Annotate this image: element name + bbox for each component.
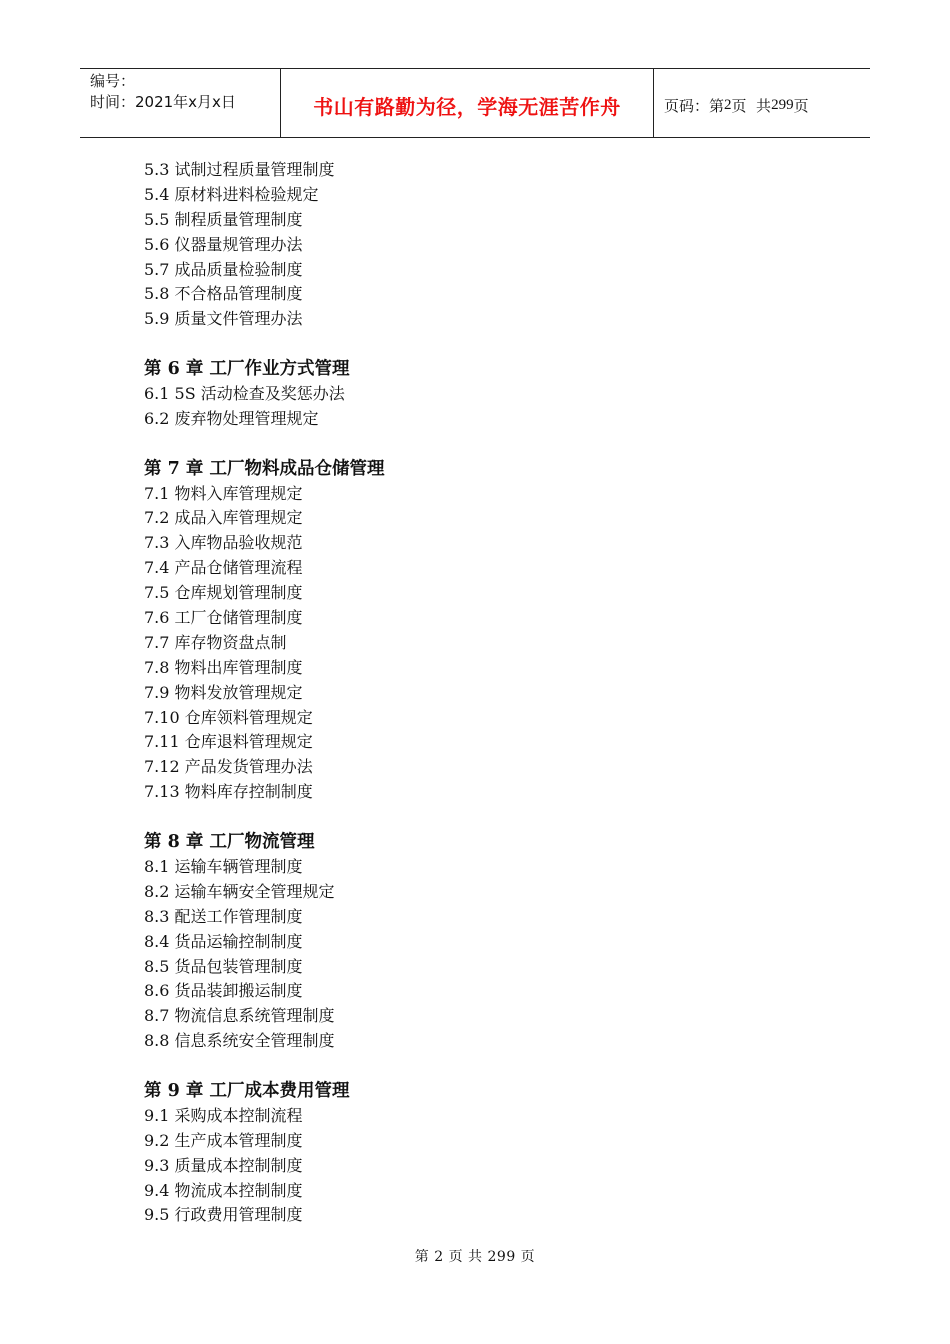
page-current: 2 bbox=[724, 96, 732, 113]
toc-item: 5.9 质量文件管理办法 bbox=[144, 309, 303, 329]
toc-item: 7.7 库存物资盘点制 bbox=[144, 632, 287, 652]
toc-item: 5.8 不合格品管理制度 bbox=[144, 284, 303, 304]
number-label: 编号： bbox=[90, 72, 136, 90]
page-label-mid: 页 共 bbox=[731, 96, 772, 115]
header-motto: 书山有路勤为径，学海无涯苦作舟 bbox=[281, 69, 654, 137]
toc-item: 8.7 物流信息系统管理制度 bbox=[144, 1006, 335, 1026]
chapter-heading: 第 6 章 工厂作业方式管理 bbox=[144, 359, 350, 380]
chapter-heading: 第 7 章 工厂物料成品仓储管理 bbox=[144, 458, 385, 479]
toc-item: 9.2 生产成本管理制度 bbox=[144, 1130, 303, 1150]
toc-item: 5.7 成品质量检验制度 bbox=[144, 259, 303, 279]
time-label: 时间：2021年x月x日 bbox=[90, 93, 236, 111]
toc-item: 7.10 仓库领料管理规定 bbox=[144, 707, 313, 727]
toc-item: 8.4 货品运输控制制度 bbox=[144, 931, 303, 951]
toc-item: 5.3 试制过程质量管理制度 bbox=[144, 160, 335, 179]
page-label-prefix: 页码：第 bbox=[664, 96, 725, 115]
toc-item: 8.8 信息系统安全管理制度 bbox=[144, 1031, 335, 1051]
toc-item: 7.8 物料出库管理制度 bbox=[144, 657, 303, 677]
toc-item: 6.1 5S 活动检查及奖惩办法 bbox=[144, 384, 345, 404]
chapter-heading: 第 8 章 工厂物流管理 bbox=[144, 832, 315, 853]
toc-item: 5.6 仪器量规管理办法 bbox=[144, 234, 303, 254]
page-footer bbox=[0, 1246, 950, 1266]
toc-item: 7.2 成品入库管理规定 bbox=[144, 508, 303, 528]
toc-item: 7.5 仓库规划管理制度 bbox=[144, 583, 303, 603]
toc-item: 9.4 物流成本控制制度 bbox=[144, 1180, 303, 1200]
page-header bbox=[80, 68, 870, 138]
toc-item: 7.9 物料发放管理规定 bbox=[144, 682, 303, 702]
toc-item: 7.11 仓库退料管理规定 bbox=[144, 732, 313, 752]
toc-item: 7.6 工厂仓储管理制度 bbox=[144, 608, 303, 628]
toc-item: 8.5 货品包装管理制度 bbox=[144, 956, 303, 976]
toc-item: 5.4 原材料进料检验规定 bbox=[144, 184, 319, 204]
toc-item: 8.3 配送工作管理制度 bbox=[144, 906, 303, 926]
page-label-suffix: 页 bbox=[793, 96, 809, 115]
toc-item: 7.1 物料入库管理规定 bbox=[144, 483, 303, 503]
toc-item: 7.4 产品仓储管理流程 bbox=[144, 558, 303, 578]
toc-item: 9.3 质量成本控制制度 bbox=[144, 1155, 303, 1175]
toc-item: 9.1 采购成本控制流程 bbox=[144, 1105, 303, 1125]
header-meta bbox=[80, 69, 281, 137]
toc-item: 6.2 废弃物处理管理规定 bbox=[144, 408, 319, 428]
header-page-info bbox=[654, 69, 870, 137]
toc-item: 9.5 行政费用管理制度 bbox=[144, 1205, 303, 1225]
toc-item: 7.13 物料库存控制制度 bbox=[144, 782, 313, 802]
chapter-heading: 第 9 章 工厂成本费用管理 bbox=[144, 1080, 350, 1101]
page-total: 299 bbox=[771, 96, 794, 113]
table-of-contents bbox=[144, 158, 844, 1228]
toc-item: 5.5 制程质量管理制度 bbox=[144, 209, 303, 229]
toc-item: 8.2 运输车辆安全管理规定 bbox=[144, 881, 335, 901]
toc-item: 8.6 货品装卸搬运制度 bbox=[144, 981, 303, 1001]
footer-page-number: 第 2 页 共 299 页 bbox=[414, 1249, 536, 1265]
toc-item: 7.12 产品发货管理办法 bbox=[144, 757, 313, 777]
toc-item: 8.1 运输车辆管理制度 bbox=[144, 856, 303, 876]
toc-item: 7.3 入库物品验收规范 bbox=[144, 533, 303, 553]
